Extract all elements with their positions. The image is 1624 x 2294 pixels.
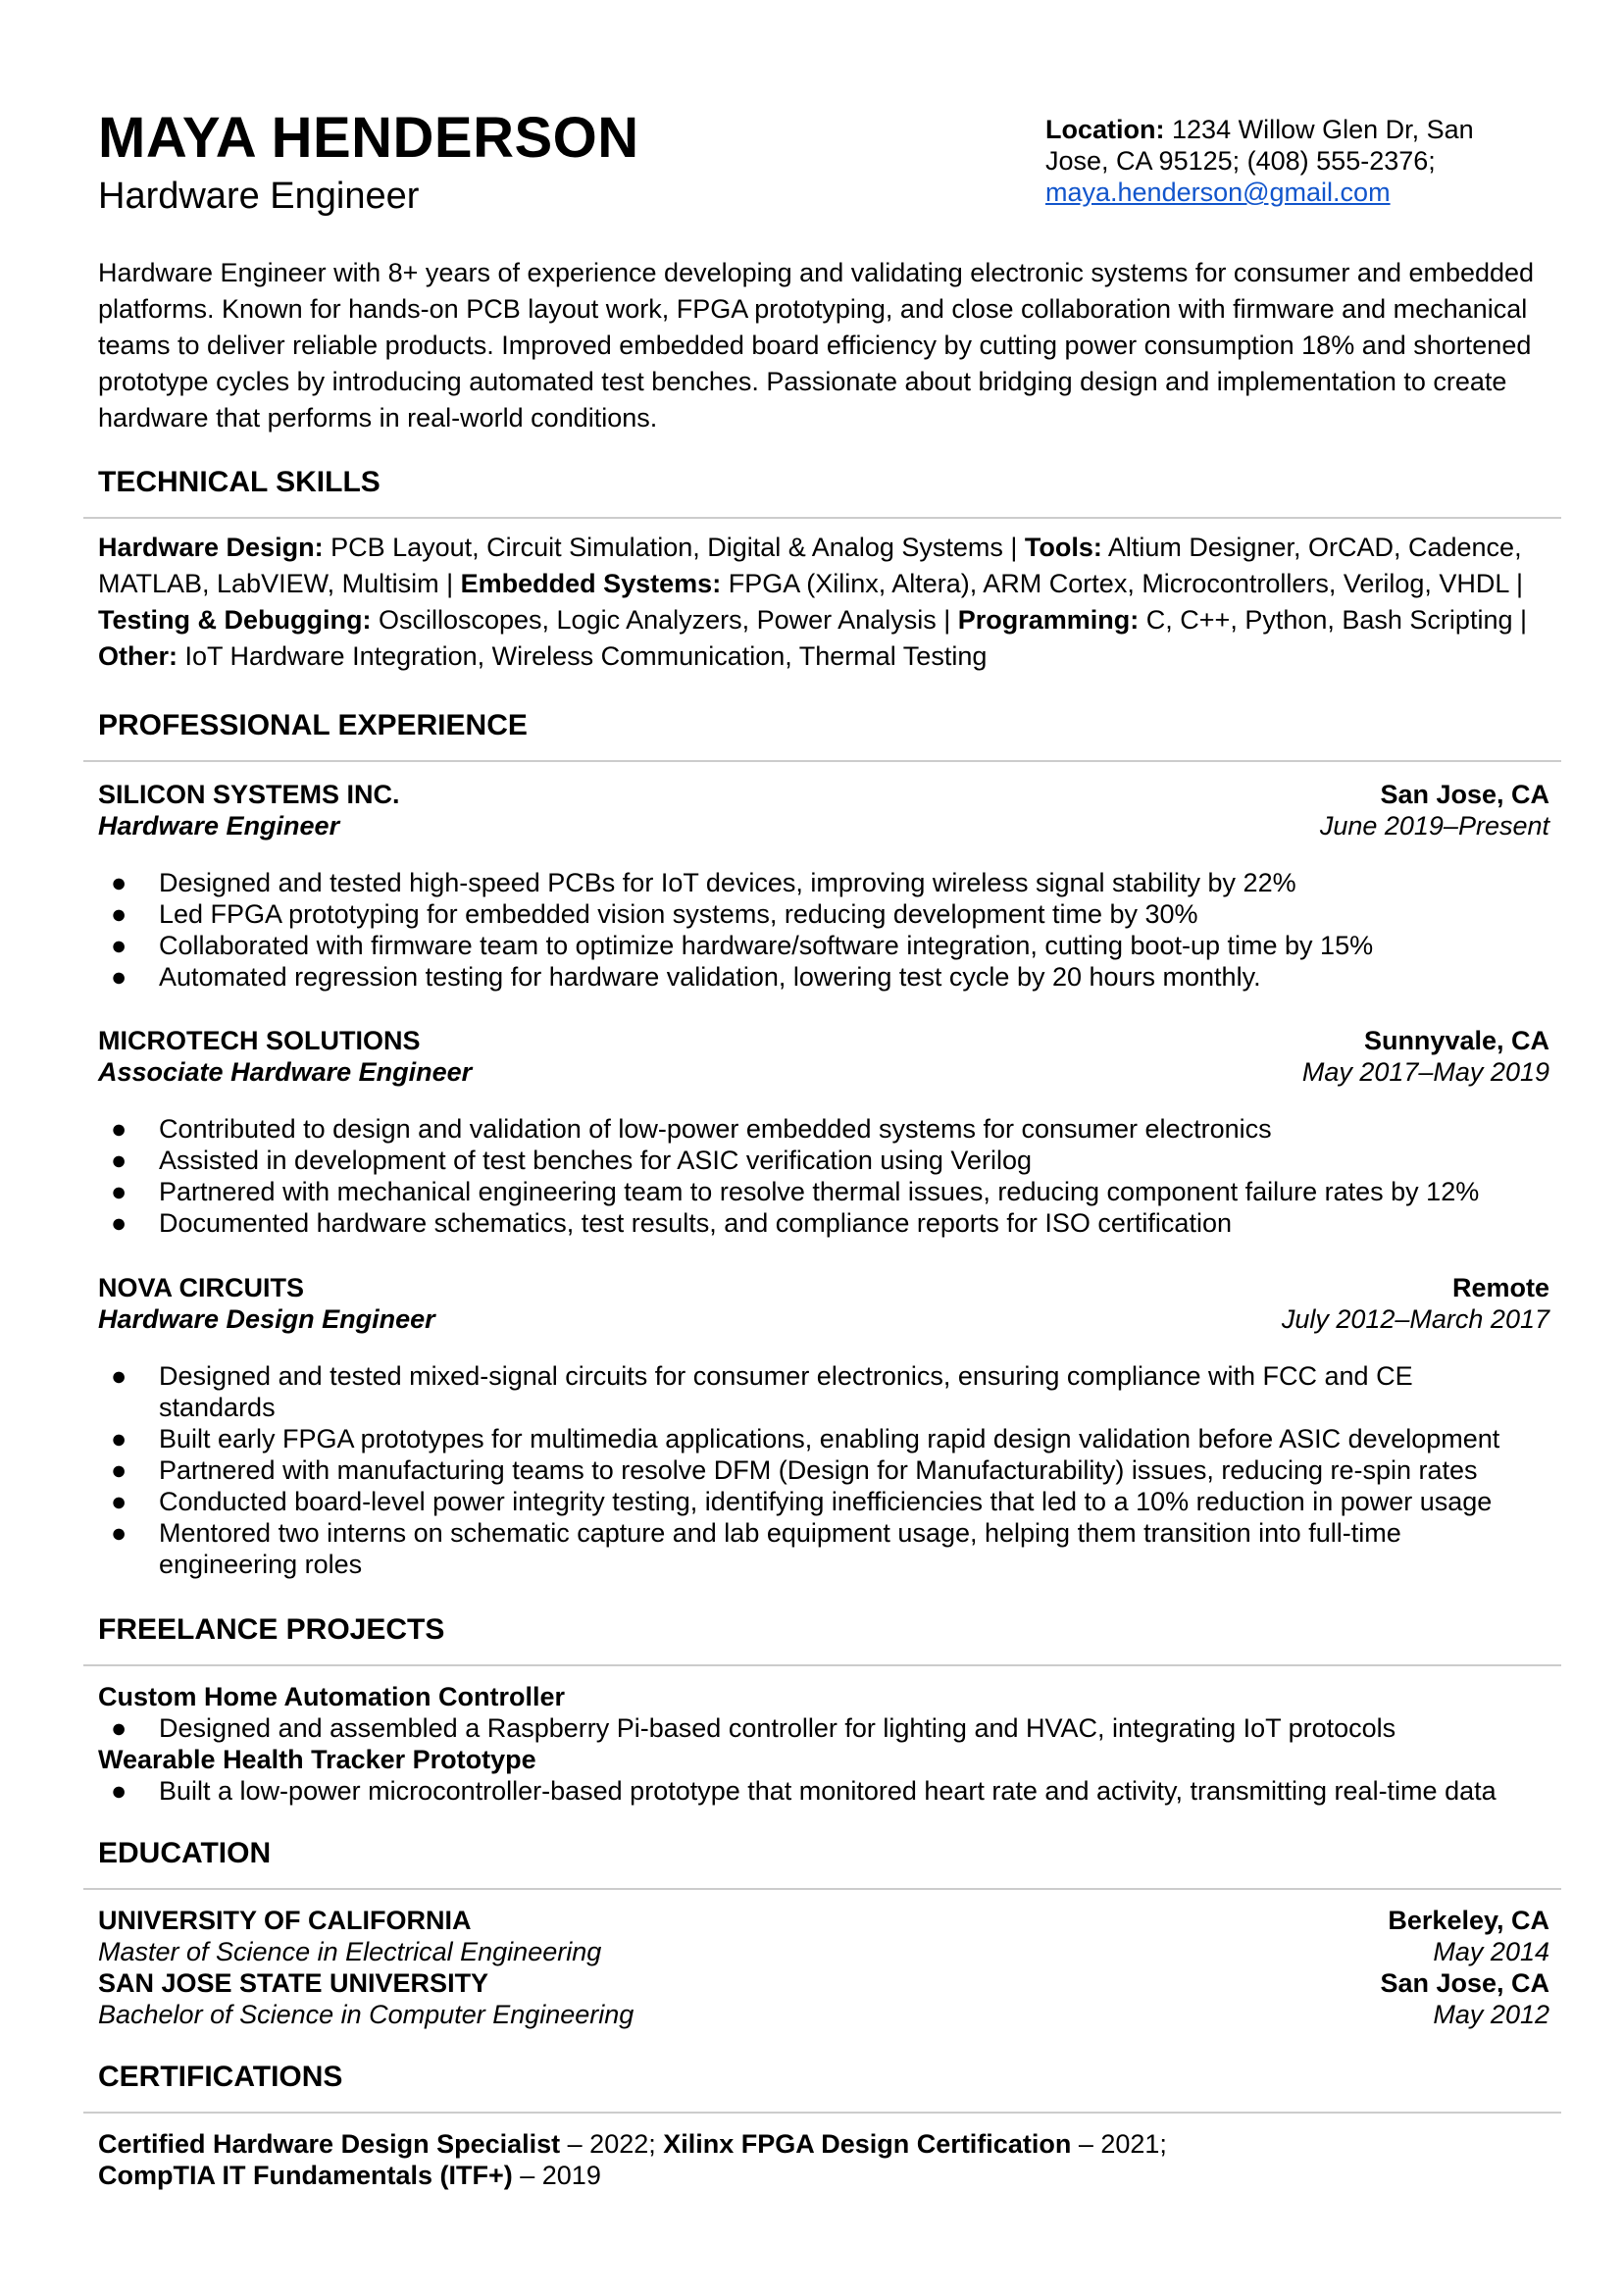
certification-year: – 2022; [560, 2129, 664, 2159]
bullet-icon: ● [111, 1208, 127, 1238]
certification-name: CompTIA IT Fundamentals (ITF+) [98, 2161, 513, 2190]
skill-items: IoT Hardware Integration, Wireless Communication, Thermal Testing [178, 641, 988, 671]
list-item [98, 1207, 1549, 1239]
bullet-text: Mentored two interns on schematic capture and lab equipment usage, helping them transition into full-time engineering roles [159, 1518, 1401, 1579]
list-item [98, 930, 1549, 961]
list-item [98, 898, 1549, 930]
bullet-text: Partnered with manufacturing teams to resolve DFM (Design for Manufacturability) issues, reducing re-spin rates [159, 1455, 1478, 1485]
freelance-section [98, 1612, 1549, 1806]
bullet-icon: ● [111, 1361, 127, 1391]
list-item [98, 1486, 1510, 1517]
bullet-text: Led FPGA prototyping for embedded vision systems, reducing development time by 30% [159, 899, 1198, 929]
bullet-icon: ● [111, 962, 127, 992]
job-location: Sunnyvale, CA [1363, 1026, 1549, 1055]
project-bullets [98, 1712, 1549, 1744]
bullet-icon: ● [111, 868, 127, 897]
job-bullets [98, 1360, 1510, 1580]
job-bullets [98, 867, 1549, 993]
job-role: Hardware Engineer [98, 811, 340, 841]
job-entry [98, 1025, 1549, 1239]
skill-label: Embedded Systems: [460, 569, 722, 598]
bullet-icon: ● [111, 1146, 127, 1175]
job-dates: July 2012–March 2017 [1281, 1304, 1549, 1334]
experience-section [98, 708, 1549, 1579]
degree-date: May 2014 [1433, 1937, 1549, 1966]
candidate-title: Hardware Engineer [98, 176, 420, 217]
skill-label: Programming: [957, 605, 1140, 635]
email-link[interactable]: maya.henderson@gmail.com [1045, 178, 1391, 207]
bullet-text: Documented hardware schematics, test results, and compliance reports for ISO certification [159, 1208, 1232, 1238]
list-item [98, 961, 1549, 993]
skill-label: Hardware Design: [98, 533, 324, 562]
divider [83, 517, 1561, 519]
school-location: Berkeley, CA [1388, 1906, 1549, 1935]
skill-items: Oscilloscopes, Logic Analyzers, Power Analysis | [371, 605, 958, 635]
bullet-icon: ● [111, 1455, 127, 1485]
list-item [98, 1176, 1549, 1207]
skills-section [98, 465, 1549, 671]
divider [83, 1888, 1561, 1890]
job-location: Remote [1451, 1273, 1549, 1302]
project-name: Custom Home Automation Controller [98, 1682, 565, 1711]
company-name: NOVA CIRCUITS [98, 1273, 305, 1302]
project-name: Wearable Health Tracker Prototype [98, 1745, 536, 1774]
education-section [98, 1836, 1549, 2029]
bullet-icon: ● [111, 1518, 127, 1548]
job-role: Hardware Design Engineer [98, 1304, 435, 1334]
skill-items: C, C++, Python, Bash Scripting | [1139, 605, 1527, 635]
divider [83, 760, 1561, 762]
bullet-icon: ● [111, 1177, 127, 1206]
experience-heading: PROFESSIONAL EXPERIENCE [98, 709, 528, 741]
list-item [98, 1454, 1510, 1486]
certifications-text [98, 2128, 1549, 2191]
job-entry [98, 1272, 1549, 1580]
skill-items: FPGA (Xilinx, Altera), ARM Cortex, Microcontrollers, Verilog, VHDL | [721, 569, 1523, 598]
certifications-section [98, 2060, 1549, 2190]
education-heading: EDUCATION [98, 1837, 272, 1869]
contact-block [1045, 114, 1506, 208]
bullet-icon: ● [111, 1487, 127, 1516]
bullet-text: Collaborated with firmware team to optimize hardware/software integration, cutting boot-up time by 15% [159, 931, 1374, 960]
certification-year: – 2019 [512, 2161, 601, 2190]
skill-items: PCB Layout, Circuit Simulation, Digital & Analog Systems | [323, 533, 1025, 562]
job-entry [98, 779, 1549, 993]
degree-date: May 2012 [1433, 2000, 1549, 2029]
bullet-text: Built early FPGA prototypes for multimedia applications, enabling rapid design validation before ASIC development [159, 1424, 1500, 1453]
skills-heading: TECHNICAL SKILLS [98, 466, 381, 498]
company-name: SILICON SYSTEMS INC. [98, 780, 400, 809]
divider [83, 1664, 1561, 1666]
bullet-text: Automated regression testing for hardware validation, lowering test cycle by 20 hours monthly. [159, 962, 1261, 992]
bullet-text: Contributed to design and validation of low-power embedded systems for consumer electronics [159, 1114, 1272, 1144]
bullet-icon: ● [111, 1776, 127, 1806]
job-dates: May 2017–May 2019 [1301, 1057, 1549, 1087]
company-name: MICROTECH SOLUTIONS [98, 1026, 421, 1055]
job-location: San Jose, CA [1380, 780, 1549, 809]
job-dates: June 2019–Present [1319, 811, 1549, 841]
candidate-name: MAYA HENDERSON [98, 106, 639, 170]
bullet-text: Conducted board-level power integrity testing, identifying inefficiencies that led to a 10% reduction in power usage [159, 1487, 1493, 1516]
school-list [98, 1905, 1549, 2030]
skill-label: Testing & Debugging: [98, 605, 372, 635]
bullet-text: Designed and tested mixed-signal circuits for consumer electronics, ensuring compliance with FCC and CE standards [159, 1361, 1413, 1422]
list-item [98, 1145, 1549, 1176]
school-location: San Jose, CA [1380, 1968, 1549, 1998]
list-item [98, 1775, 1549, 1807]
freelance-heading: FREELANCE PROJECTS [98, 1613, 445, 1646]
list-item [98, 1113, 1549, 1145]
degree: Bachelor of Science in Computer Engineering [98, 2000, 634, 2029]
location-text: 1234 Willow Glen Dr, San Jose, CA 95125; (408) 555-2376; [1045, 115, 1474, 176]
bullet-icon: ● [111, 1424, 127, 1453]
degree: Master of Science in Electrical Engineering [98, 1937, 602, 1966]
certification-name: Certified Hardware Design Specialist [98, 2129, 561, 2159]
bullet-icon: ● [111, 931, 127, 960]
certification-year: – 2021; [1071, 2129, 1167, 2159]
bullet-icon: ● [111, 1713, 127, 1743]
bullet-text: Built a low-power microcontroller-based prototype that monitored heart rate and activity, transmitting real-time data [159, 1776, 1497, 1806]
certifications-heading: CERTIFICATIONS [98, 2061, 343, 2093]
bullet-text: Partnered with mechanical engineering team to resolve thermal issues, reducing component failure rates by 12% [159, 1177, 1480, 1206]
bullet-text: Designed and tested high-speed PCBs for IoT devices, improving wireless signal stability by 22% [159, 868, 1296, 897]
project-bullets [98, 1775, 1549, 1807]
skill-items: Altium Designer, OrCAD, Cadence, MATLAB, LabVIEW, Multisim | [98, 533, 1522, 598]
project-list [98, 1681, 1549, 1807]
school-name: SAN JOSE STATE UNIVERSITY [98, 1968, 489, 1998]
bullet-icon: ● [111, 899, 127, 929]
summary: Hardware Engineer with 8+ years of experience developing and validating electronic systems for consumer and embedded platforms. Known for hands-on PCB layout work, FPGA prototyping, and close collaboration with firmware and mechanical teams to deliver reliable products. Improved embedded board efficiency by cutting power consumption 18% and shortened prototype cycles by introducing automated test benches. Passionate about bridging design and implementation to create hardware that performs in real-world conditions. [98, 258, 1535, 433]
list-item [98, 1423, 1510, 1454]
location-label: Location: [1045, 115, 1165, 144]
list-item [98, 867, 1549, 898]
divider [83, 2112, 1561, 2114]
skill-label: Tools: [1024, 533, 1102, 562]
job-role: Associate Hardware Engineer [98, 1057, 473, 1087]
bullet-text: Assisted in development of test benches for ASIC verification using Verilog [159, 1146, 1032, 1175]
skills-text [98, 530, 1549, 675]
list-item [98, 1712, 1549, 1744]
school-name: UNIVERSITY OF CALIFORNIA [98, 1906, 472, 1935]
job-bullets [98, 1113, 1549, 1239]
bullet-icon: ● [111, 1114, 127, 1144]
list-item [98, 1517, 1510, 1580]
certification-name: Xilinx FPGA Design Certification [663, 2129, 1072, 2159]
list-item [98, 1360, 1510, 1423]
skill-label: Other: [98, 641, 178, 671]
bullet-text: Designed and assembled a Raspberry Pi-based controller for lighting and HVAC, integrating IoT protocols [159, 1713, 1396, 1743]
